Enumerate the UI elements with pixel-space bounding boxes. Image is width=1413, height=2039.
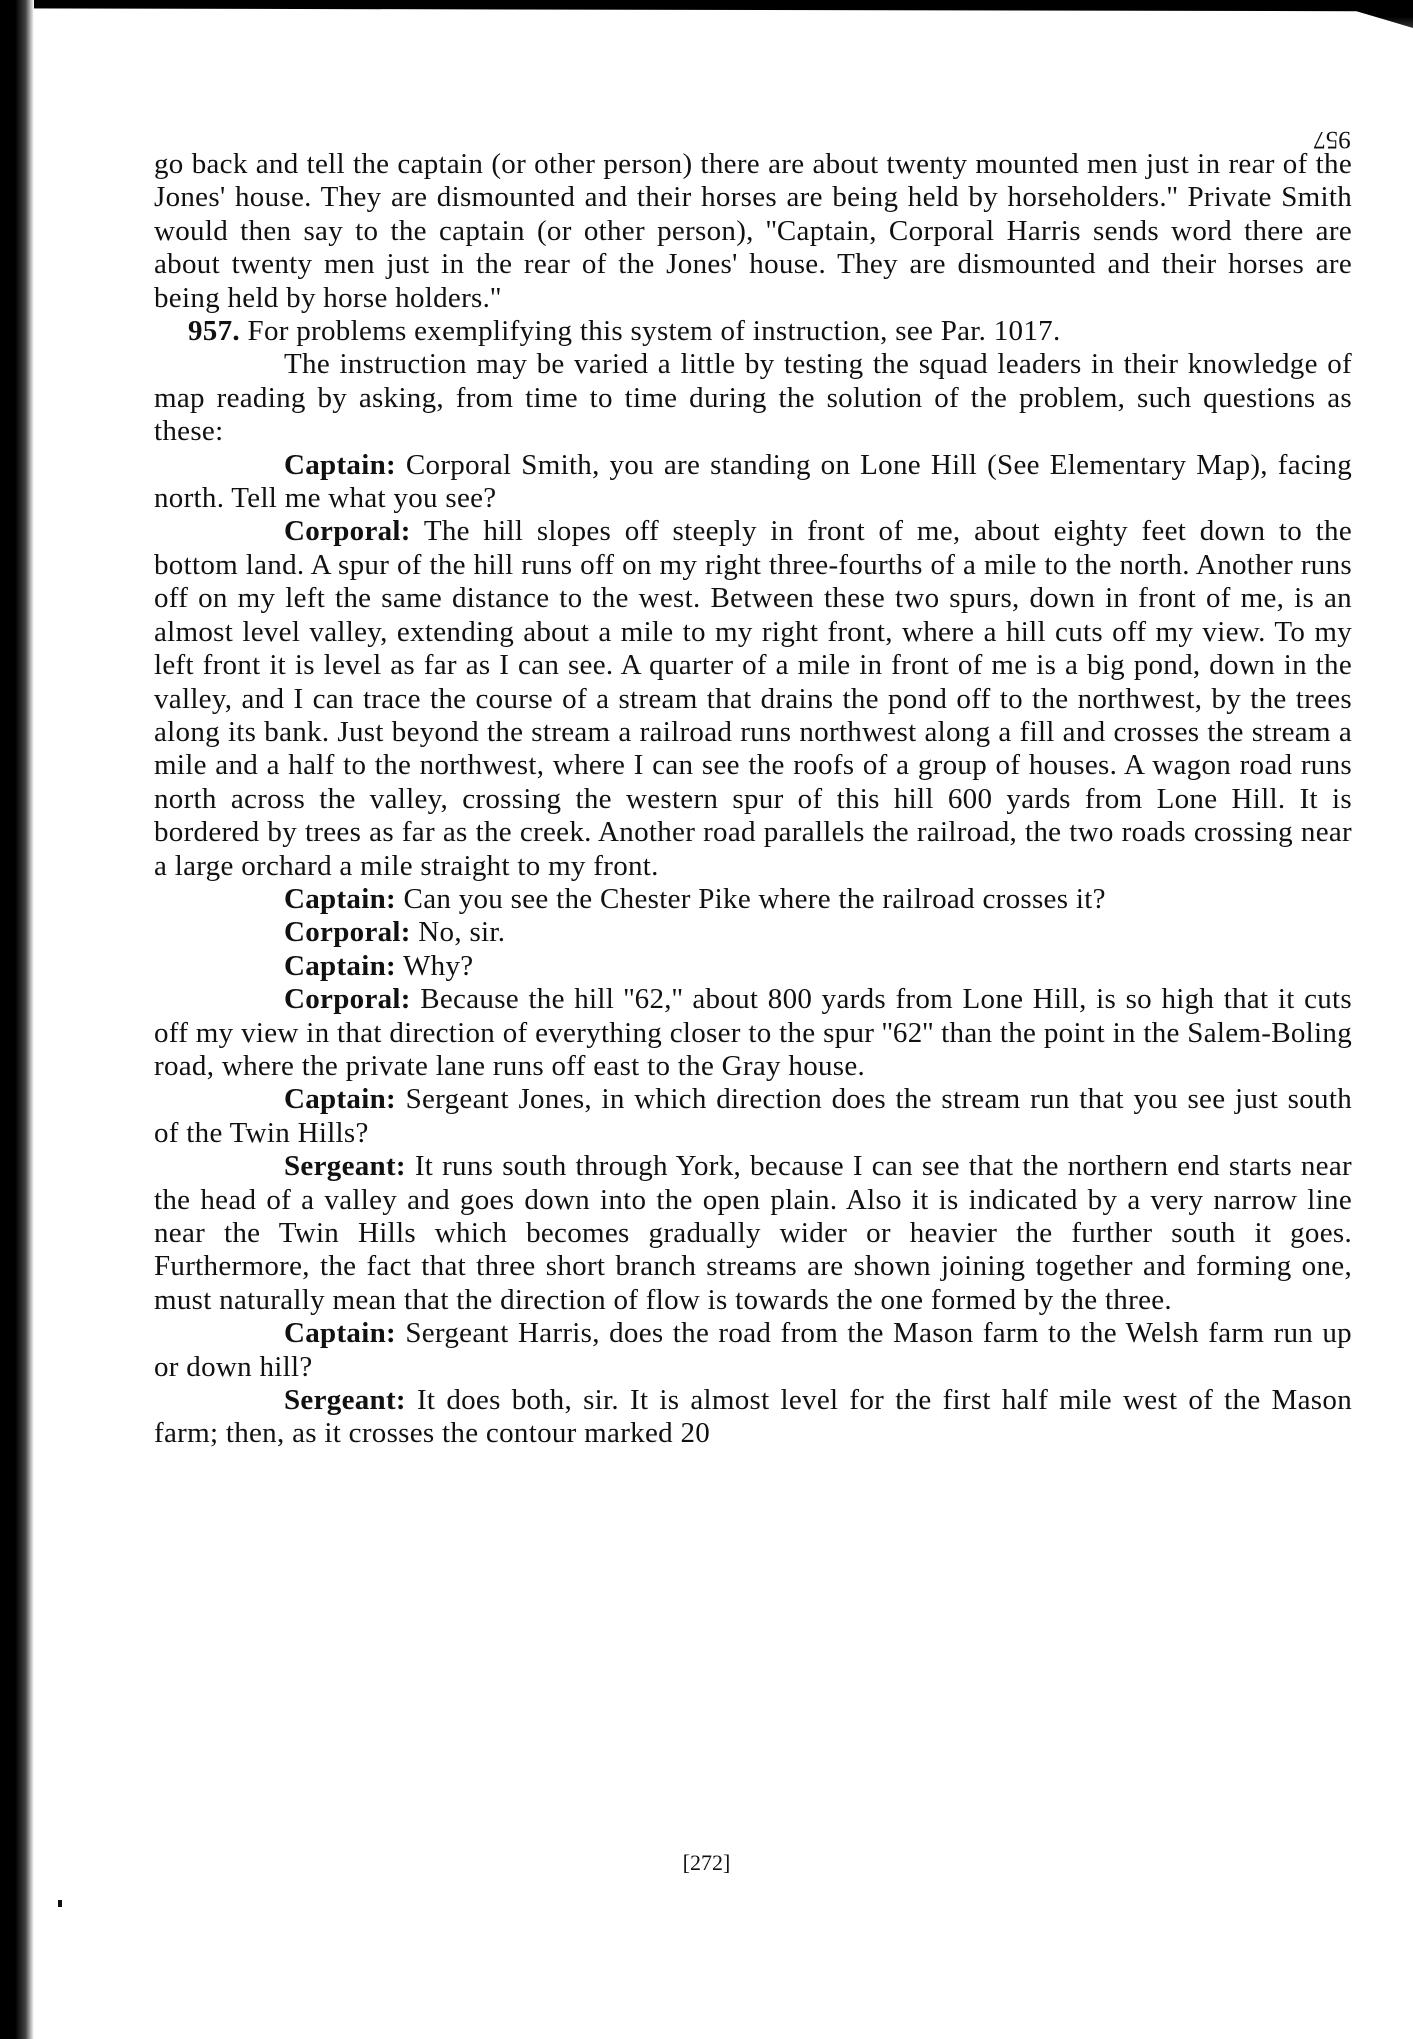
- speaker-label: Sergeant:: [284, 1150, 406, 1183]
- paragraph-continued: go back and tell the captain (or other person) there are about twenty mounted men just in rear of the Jones' house. They are dismounted and their horses are being held by horseholders.'' Private Smith would then say to the captain (or other person), ''Captain, Corporal Harris sends word there are about twenty men just in the rear of the Jones' house. They are dismounted and their horses are being held by horse holders.'': [154, 148, 1352, 314]
- dialogue-line: [154, 1150, 1352, 1317]
- dialogue-text: Corporal Smith, you are standing on Lone Hill (See Elementary Map), facing north. Tell me what you see?: [154, 448, 1352, 515]
- dialogue-line: [154, 1384, 1352, 1451]
- scan-binding-edge: [0, 0, 34, 2039]
- paragraph-957: [154, 315, 1352, 348]
- speaker-label: Corporal:: [284, 916, 411, 949]
- dialogue-text: Sergeant Jones, in which direction does the stream run that you see just south of the Twin Hills?: [154, 1083, 1352, 1149]
- dialogue-line: [154, 1317, 1352, 1384]
- paragraph-instruction: The instruction may be varied a little by testing the squad leaders in their knowledge of map reading by asking, from time to time during the solution of the problem, such questions as these:: [154, 348, 1352, 448]
- dialogue-text: Because the hill ''62,'' about 800 yards from Lone Hill, is so high that it cuts off my view in that direction of everything closer to the spur ''62'' than the point in the Salem-Boling road, where the private lane runs off east to the Gray house.: [154, 983, 1352, 1082]
- scan-top-border: [0, 0, 1413, 28]
- speaker-label: Corporal:: [284, 515, 411, 548]
- page-number-top: 957: [1313, 126, 1351, 153]
- speaker-label: Captain:: [284, 949, 396, 982]
- dialogue-text: The hill slopes off steeply in front of me, about eighty feet down to the bottom land. A spur of the hill runs off on my right three-fourths of a mile to the north. Another runs off on my left the same distance to the west. Between these two spurs, down in front of me, is an almost level valley, extending about a mile to my right front, where a hill cuts off my view. To my left front it is level as far as I can see. A quarter of a mile in front of me is a big pond, down in the valley, and I can trace the course of a stream that drains the pond off to the northwest, by the trees along its bank. Just beyond the stream a railroad runs northwest along a fill and crosses the stream a mile and a half to the northwest, where I can see the roofs of a group of houses. A wagon road runs north across the valley, crossing the western spur of this hill 600 yards from Lone Hill. It is bordered by trees as far as the creek. Another road parallels the railroad, the two roads crossing near a large orchard a mile straight to my front.: [154, 515, 1353, 882]
- speaker-label: Captain:: [284, 1317, 396, 1350]
- page-body: [154, 148, 1352, 1451]
- dialogue-line: [154, 983, 1352, 1083]
- dialogue-text: No, sir.: [418, 916, 506, 949]
- dialogue-line: [154, 515, 1352, 882]
- dialogue-line: [154, 883, 1352, 916]
- speaker-label: Captain:: [284, 882, 396, 915]
- speaker-label: Captain:: [284, 448, 396, 481]
- dialogue-line: [154, 1083, 1352, 1150]
- dialogue-line: [154, 950, 1352, 983]
- dialogue-text: Sergeant Harris, does the road from the Mason farm to the Welsh farm run up or down hill?: [154, 1317, 1352, 1383]
- dialogue-text: Why?: [403, 949, 474, 982]
- paragraph-number: 957.: [188, 315, 240, 348]
- dialogue-line: [154, 449, 1352, 516]
- page-number-bottom: [272]: [682, 1850, 731, 1875]
- speaker-label: Sergeant:: [284, 1384, 406, 1417]
- dialogue-text: It runs south through York, because I can see that the northern end starts near the head of a valley and goes down into the open plain. Also it is indicated by a very narrow line near the Twin Hills which becomes gradually wider or heavier the further south it goes. Furthermore, the fact that three short branch streams are shown joining together and forming one, must naturally mean that the direction of flow is towards the one formed by the three.: [154, 1150, 1352, 1316]
- dialogue-text: Can you see the Chester Pike where the railroad crosses it?: [403, 882, 1106, 915]
- dialogue-line: [154, 916, 1352, 949]
- paragraph-text: For problems exemplifying this system of instruction, see Par. 1017.: [247, 315, 1061, 348]
- scan-speck: [58, 1900, 62, 1907]
- speaker-label: Captain:: [284, 1083, 396, 1116]
- speaker-label: Corporal:: [284, 983, 411, 1016]
- dialogue-text: It does both, sir. It is almost level for the first half mile west of the Mason farm; then, as it crosses the contour marked 20: [154, 1384, 1352, 1450]
